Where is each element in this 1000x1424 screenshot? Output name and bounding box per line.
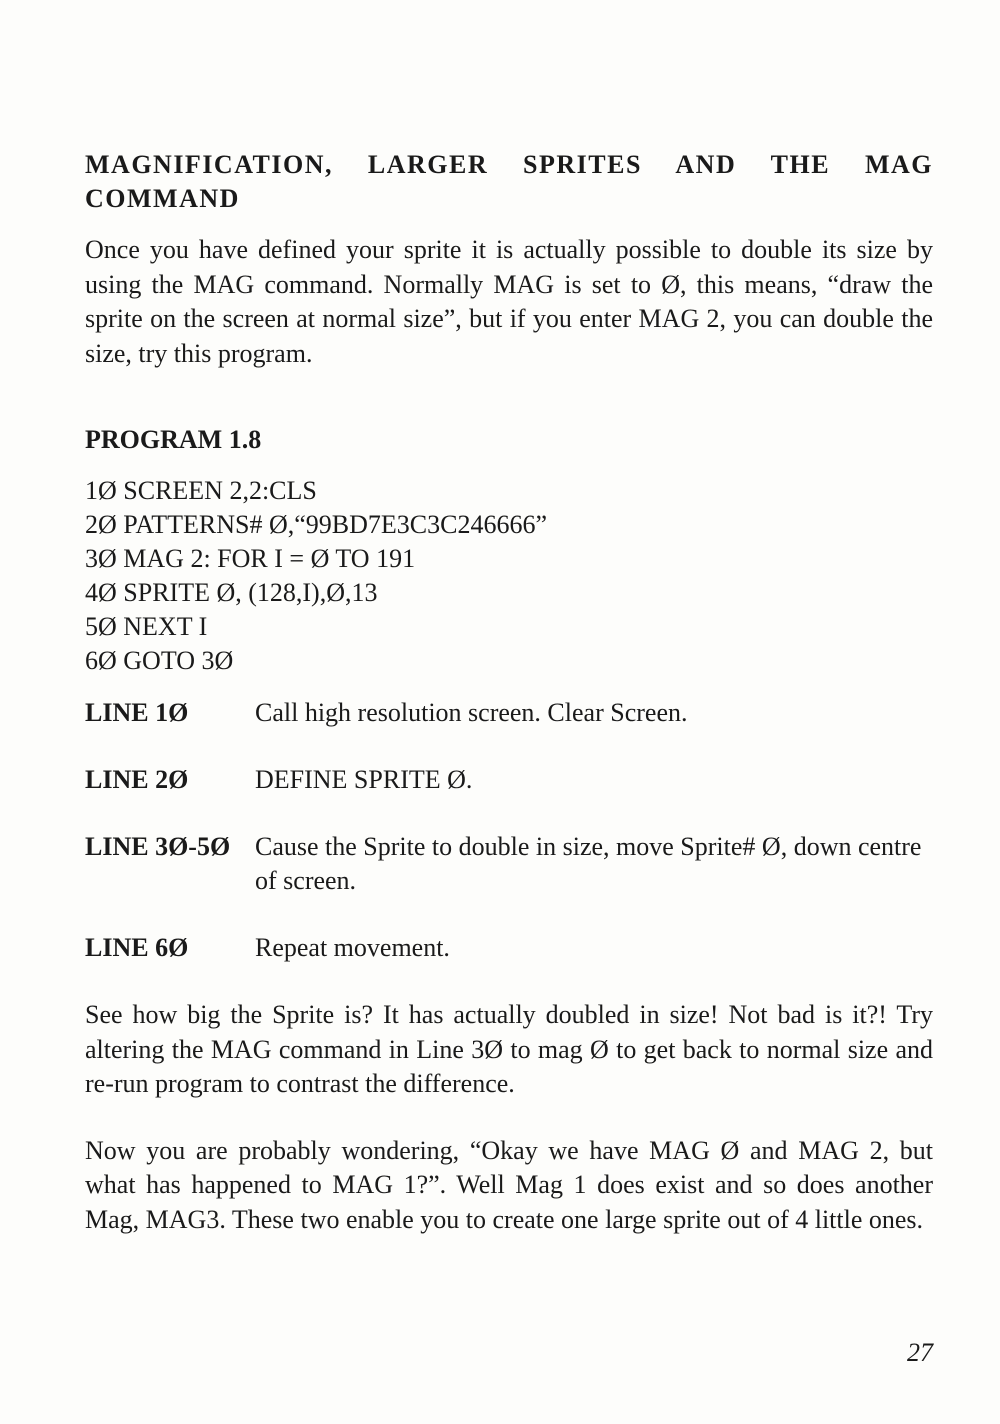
explanation-text: DEFINE SPRITE Ø. [255,765,473,794]
program-listing [85,474,933,678]
code-line: 4Ø SPRITE Ø, (128,I),Ø,13 [85,578,378,607]
explanation-text: Call high resolution screen. Clear Screen. [255,698,688,727]
explanation-label: LINE 1Ø [85,698,189,727]
code-line: 1Ø SCREEN 2,2:CLS [85,476,317,505]
explanation-row [85,830,933,898]
code-line: 3Ø MAG 2: FOR I = Ø TO 191 [85,544,416,573]
explanation-text: Cause the Sprite to double in size, move Sprite# Ø, down centre of screen. [255,832,922,895]
explanation-label: LINE 6Ø [85,933,189,962]
body-paragraph: See how big the Sprite is? It has actually doubled in size! Not bad is it?! Try altering the MAG command in Line 3Ø to mag Ø to get back to normal size and re-run program to contrast the difference. [85,1000,933,1098]
program-title: PROGRAM 1.8 [85,425,262,454]
page-number: 27 [907,1338,933,1367]
line-explanations [85,696,933,965]
body-paragraph: Now you are probably wondering, “Okay we have MAG Ø and MAG 2, but what has happened to MAG 1?”. Well Mag 1 does exist and so does another Mag, MAG3. These two enable you to create one large sprite out of 4 little ones. [85,1135,933,1234]
code-line: 5Ø NEXT I [85,612,208,641]
explanation-label: LINE 3Ø-5Ø [85,832,231,861]
code-line: 6Ø GOTO 3Ø [85,646,234,675]
explanation-text: Repeat movement. [255,933,450,962]
code-line: 2Ø PATTERNS# Ø,“99BD7E3C3C246666” [85,510,548,539]
explanation-label: LINE 2Ø [85,765,189,794]
explanation-row [85,696,933,730]
explanation-row [85,931,933,965]
page-content [85,148,933,1237]
intro-paragraph: Once you have defined your sprite it is actually possible to double its size by using the MAG command. Normally MAG is set to Ø, this means, “draw the sprite on the screen at normal size”, but if you enter MAG 2, you can double the size, try this program. [85,235,933,368]
section-heading: MAGNIFICATION, LARGER SPRITES AND THE MAG COMMAND [85,150,933,213]
explanation-row [85,763,933,797]
